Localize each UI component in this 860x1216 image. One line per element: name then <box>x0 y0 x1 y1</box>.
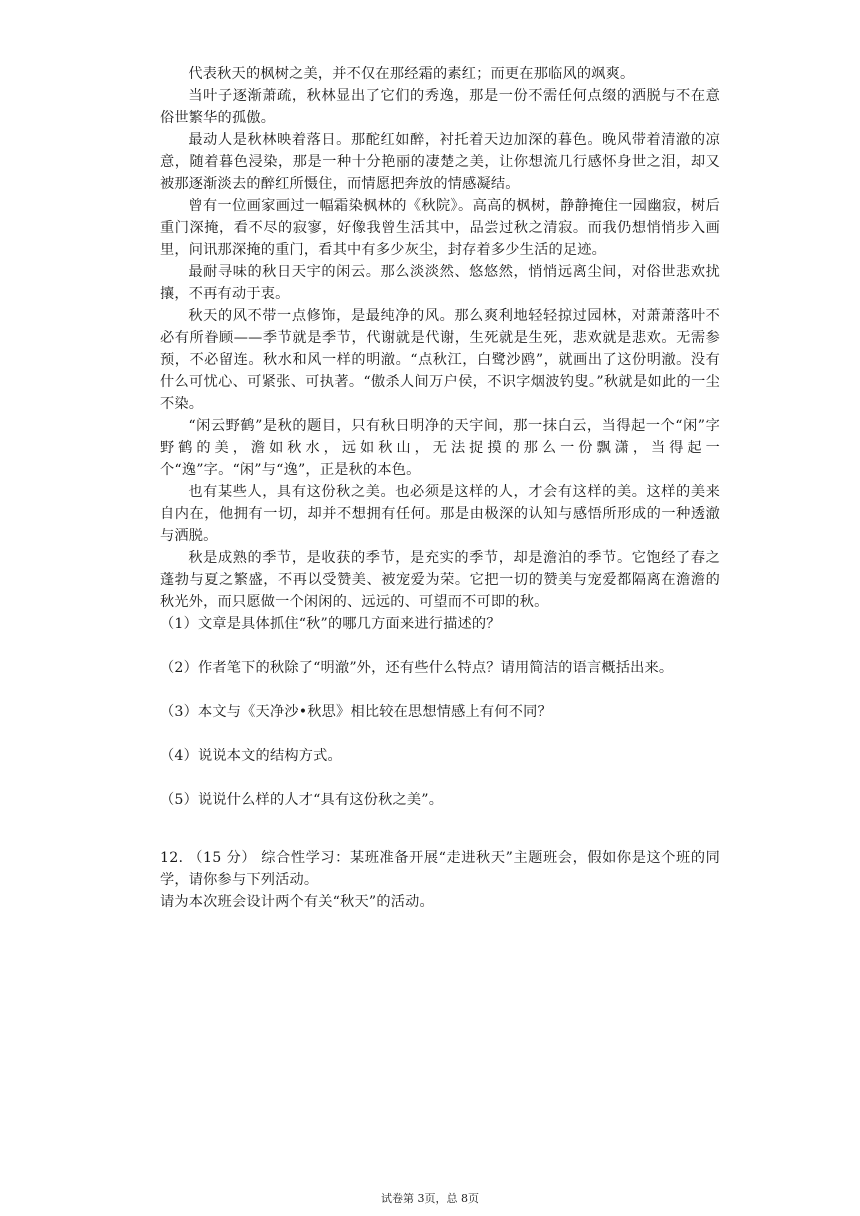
question-list <box>160 613 720 847</box>
passage-paragraph: 最动人是秋林映着落日。那酡红如醉，衬托着天边加深的暮色。晚风带着清澈的凉意，随着暮色浸染，那是一种十分艳丽的凄楚之美，让你想流几行感怀身世之泪，却又被那逐渐淡去的醉红所慑住，而情愿把奔放的情感凝结。 <box>160 132 720 192</box>
item-12 <box>160 847 720 913</box>
item-12-task: 请为本次班会设计两个有关“秋天”的活动。 <box>160 894 434 910</box>
passage-paragraph: 曾有一位画家画过一幅霜染枫林的《秋院》。高高的枫树，静静掩住一园幽寂，树后重门深掩，看不尽的寂寥，好像我曾生活其中，品尝过秋之清寂。而我仍想悄悄步入画里，问讯那深掩的重门，看其中有多少灰尘，封存着多少生活的足迹。 <box>160 198 720 258</box>
page-footer: 试卷第 3页，总 8页 <box>381 1192 479 1205</box>
question-4: （4）说说本文的结构方式。 <box>160 748 342 764</box>
item-12-prompt: 12. （15 分） 综合性学习：某班准备开展“走进秋天”主题班会，假如你是这个班的同学，请你参与下列活动。 <box>160 850 720 888</box>
reading-passage <box>160 63 720 613</box>
passage-paragraph: “闲云野鹤”是秋的题目，只有秋日明净的天宇间，那一抹白云，当得起一个“闲”字野鹤的美，澹如秋水，远如秋山，无法捉摸的那么一份飘潇，当得起一个“逸”字。“闲”与“逸”，正是秋的本色。 <box>160 418 720 478</box>
passage-paragraph: 秋天的风不带一点修饰，是最纯净的风。那么爽利地轻轻掠过园林，对萧萧落叶不必有所眷顾——季节就是季节，代谢就是代谢，生死就是生死，悲欢就是悲欢。无需参预，不必留连。秋水和风一样的明澈。“点秋江，白鹭沙鸥”，就画出了这份明澈。没有什么可忧心、可紧张、可执著。“傲杀人间万户侯，不识字烟波钓叟。”秋就是如此的一尘不染。 <box>160 308 720 412</box>
question-1: （1）文章是具体抓住“秋”的哪几方面来进行描述的？ <box>160 616 501 632</box>
question-2: （2）作者笔下的秋除了“明澈”外，还有些什么特点？请用简洁的语言概括出来。 <box>160 660 674 676</box>
passage-paragraph: 最耐寻味的秋日天宇的闲云。那么淡淡然、悠悠然，悄悄远离尘间，对俗世悲欢扰攘，不再有动于衷。 <box>160 264 720 302</box>
page-content <box>160 63 720 913</box>
passage-paragraph: 代表秋天的枫树之美，并不仅在那经霜的素红；而更在那临风的飒爽。 <box>188 66 635 82</box>
question-5: （5）说说什么样的人才“具有这份秋之美”。 <box>160 792 444 808</box>
question-3: （3）本文与《天净沙•秋思》相比较在思想情感上有何不同？ <box>160 704 552 720</box>
passage-paragraph: 也有某些人，具有这份秋之美。也必须是这样的人，才会有这样的美。这样的美来自内在，他拥有一切，却并不想拥有任何。那是由极深的认知与感悟所形成的一种透澈与洒脱。 <box>160 484 720 544</box>
passage-paragraph: 当叶子逐渐萧疏，秋林显出了它们的秀逸，那是一份不需任何点缀的洒脱与不在意俗世繁华的孤傲。 <box>160 88 720 126</box>
passage-paragraph: 秋是成熟的季节，是收获的季节，是充实的季节，却是澹泊的季节。它饱经了春之蓬勃与夏之繁盛，不再以受赞美、被宠爱为荣。它把一切的赞美与宠爱都隔离在澹澹的秋光外，而只愿做一个闲闲的、远远的、可望而不可即的秋。 <box>160 550 720 610</box>
